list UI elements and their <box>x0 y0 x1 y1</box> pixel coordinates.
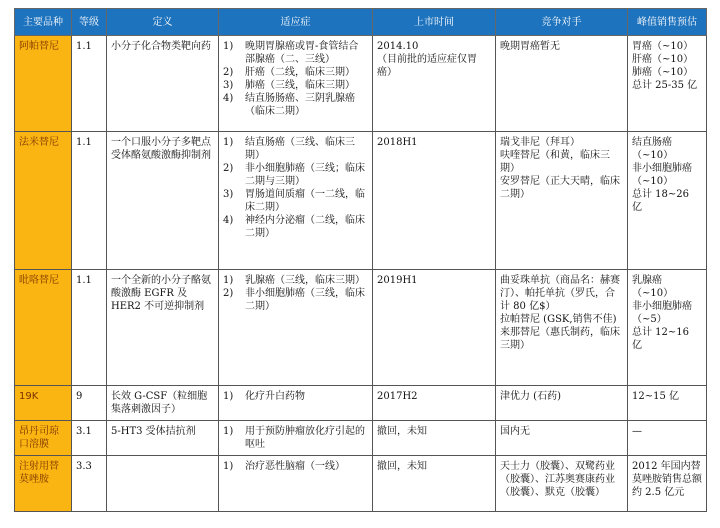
peak-cell <box>628 421 707 456</box>
competitors-cell <box>496 36 628 132</box>
peak-line: 胃癌（~10） <box>632 41 694 52</box>
drug-pipeline-table <box>14 8 707 512</box>
launch-line: 2018H1 <box>377 137 418 148</box>
indication-item <box>223 188 368 214</box>
indication-text: 晚期胃腺癌或胃-食管结合部腺癌（二、三线） <box>245 41 359 65</box>
indication-number: 1) <box>223 426 234 437</box>
table-row <box>15 132 707 270</box>
indication-list <box>223 274 368 313</box>
peak-line: 肝癌（~10） <box>632 54 694 65</box>
header-grade: 等级 <box>72 9 107 36</box>
indication-text: 肺癌（三线，临床三期） <box>245 80 355 91</box>
product-name: 19K <box>15 386 72 421</box>
peak-line: 2012 年国内替莫唑胺销售总额约 2.5 亿元 <box>632 461 702 498</box>
competitors-cell <box>496 270 628 386</box>
indication-item <box>223 425 368 451</box>
indication-text: 用于预防肿瘤放化疗引起的呕吐 <box>245 426 365 450</box>
indication-text: 非小细胞肺癌（三线；临床二期与三期） <box>245 163 365 187</box>
product-name: 昂丹司琼口溶膜 <box>15 421 72 456</box>
indication-item <box>223 460 368 473</box>
indication-text: 结直肠癌（三线、临床三期） <box>245 137 355 161</box>
grade-cell: 3.1 <box>72 421 107 456</box>
competitors-line: 来那替尼（惠氏制药，临床三期） <box>500 327 620 351</box>
peak-line: 总计 12~16 亿 <box>632 327 690 351</box>
indication-text: 治疗恶性脑瘤（一线） <box>245 461 345 472</box>
indication-item <box>223 162 368 188</box>
launch-line: 撤回，未知 <box>377 426 427 437</box>
launch-cell <box>373 36 496 132</box>
peak-line: 乳腺癌 <box>632 275 662 286</box>
grade-cell: 9 <box>72 386 107 421</box>
indication-list <box>223 390 368 403</box>
peak-line: — <box>632 426 642 437</box>
peak-line: 结直肠癌 <box>632 137 672 148</box>
indication-item <box>223 66 368 79</box>
competitors-line: 津优力 (石药) <box>500 391 561 402</box>
product-name: 吡咯替尼 <box>15 270 72 386</box>
competitors-cell <box>496 386 628 421</box>
indication-number: 3) <box>223 80 234 91</box>
indication-list <box>223 460 368 473</box>
indication-text: 乳腺癌（三线，临床三期） <box>245 275 365 286</box>
competitors-line: 天士力（胶囊）、双鹭药业（胶囊）、江苏奥赛康药业（胶囊）、默克（胶囊） <box>500 461 615 498</box>
peak-line: （~10） <box>632 150 674 161</box>
grade-cell: 1.1 <box>72 132 107 270</box>
peak-line: （~10） <box>632 288 674 299</box>
definition-cell: 小分子化合物类靶向药 <box>107 36 219 132</box>
peak-cell <box>628 456 707 512</box>
competitors-line: 国内无 <box>500 426 530 437</box>
indication-cell <box>219 270 373 386</box>
indication-text: 胃肠道间质瘤（一二线，临床二期） <box>245 189 365 213</box>
header-definition: 定义 <box>107 9 219 36</box>
indication-number: 1) <box>223 41 234 52</box>
indication-number: 4) <box>223 93 234 104</box>
indication-number: 3) <box>223 189 234 200</box>
header-indication: 适应症 <box>219 9 373 36</box>
competitors-line: 安罗替尼（正大天晴，临床二期） <box>500 176 620 200</box>
launch-line: 2014.10 <box>377 41 419 52</box>
table-row <box>15 456 707 512</box>
peak-line: （~5） <box>632 314 667 325</box>
table-row <box>15 270 707 386</box>
header-launch: 上市时间 <box>373 9 496 36</box>
table-row <box>15 386 707 421</box>
launch-cell <box>373 270 496 386</box>
product-name: 法米替尼 <box>15 132 72 270</box>
indication-item <box>223 79 368 92</box>
peak-cell <box>628 386 707 421</box>
indication-cell <box>219 421 373 456</box>
peak-cell <box>628 36 707 132</box>
header-competitors: 竞争对手 <box>496 9 628 36</box>
indication-list <box>223 136 368 240</box>
indication-item <box>223 136 368 162</box>
competitors-line: 曲妥珠单抗（商品名：赫赛汀）、帕托单抗（罗氏，合计 80 亿$） <box>500 275 620 312</box>
product-name: 注射用替莫唑胺 <box>15 456 72 512</box>
indication-item <box>223 390 368 403</box>
indication-text: 结直肠肠癌、三阴乳腺癌（临床二期） <box>245 93 355 117</box>
indication-cell <box>219 456 373 512</box>
competitors-line: 瑞戈非尼（拜耳） <box>500 137 580 148</box>
table-row <box>15 421 707 456</box>
indication-text: 化疗升白药物 <box>245 391 305 402</box>
peak-line: 非小细胞肺癌 <box>632 301 692 312</box>
grade-cell: 1.1 <box>72 36 107 132</box>
competitors-line: 拉帕替尼 (GSK,销售不佳) <box>500 314 617 325</box>
launch-line: （目前批的适应症仅胃癌） <box>377 54 477 78</box>
competitors-cell <box>496 421 628 456</box>
indication-list <box>223 40 368 118</box>
indication-number: 1) <box>223 137 234 148</box>
indication-number: 2) <box>223 67 234 78</box>
peak-line: 肺癌（~10） <box>632 67 694 78</box>
launch-cell <box>373 421 496 456</box>
indication-list <box>223 425 368 451</box>
launch-cell <box>373 456 496 512</box>
peak-line: 非小细胞肺癌 <box>632 163 692 174</box>
indication-item <box>223 274 368 287</box>
launch-cell <box>373 132 496 270</box>
peak-line: （~10） <box>632 176 674 187</box>
competitors-cell <box>496 132 628 270</box>
header-product: 主要品种 <box>15 9 72 36</box>
indication-number: 2) <box>223 288 234 299</box>
peak-line: 总计 25-35 亿 <box>632 80 698 91</box>
grade-cell: 3.3 <box>72 456 107 512</box>
indication-item <box>223 92 368 118</box>
indication-number: 2) <box>223 163 234 174</box>
product-name: 阿帕替尼 <box>15 36 72 132</box>
indication-number: 1) <box>223 275 234 286</box>
definition-cell: 一个口服小分子多靶点受体酪氨酸激酶抑制剂 <box>107 132 219 270</box>
indication-text: 非小细胞肺癌（三线，临床二期） <box>245 288 365 312</box>
table-body <box>15 36 707 512</box>
peak-line: 12~15 亿 <box>632 391 680 402</box>
header-row <box>15 9 707 36</box>
competitors-line: 呋喹替尼（和黄，临床三期） <box>500 150 610 174</box>
competitors-line: 晚期胃癌暂无 <box>500 41 560 52</box>
indication-number: 4) <box>223 215 234 226</box>
grade-cell: 1.1 <box>72 270 107 386</box>
definition-cell: 长效 G-CSF（粒细胞集落刺激因子） <box>107 386 219 421</box>
indication-item <box>223 40 368 66</box>
indication-cell <box>219 386 373 421</box>
launch-line: 2019H1 <box>377 275 418 286</box>
indication-number: 1) <box>223 461 234 472</box>
indication-item <box>223 214 368 240</box>
indication-cell <box>219 36 373 132</box>
competitors-cell <box>496 456 628 512</box>
launch-line: 2017H2 <box>377 391 418 402</box>
header-peak-sales: 峰值销售预估 <box>628 9 707 36</box>
table-row <box>15 36 707 132</box>
peak-cell <box>628 270 707 386</box>
peak-cell <box>628 132 707 270</box>
indication-item <box>223 287 368 313</box>
indication-cell <box>219 132 373 270</box>
launch-line: 撤回，未知 <box>377 461 427 472</box>
definition-cell <box>107 456 219 512</box>
indication-number: 1) <box>223 391 234 402</box>
drug-pipeline-table-wrapper <box>14 8 706 512</box>
indication-text: 神经内分泌瘤（二线，临床二期） <box>245 215 365 239</box>
launch-cell <box>373 386 496 421</box>
peak-line: 总计 18~26 亿 <box>632 189 690 213</box>
definition-cell: 一个全新的小分子酪氨酸激酶 EGFR 及 HER2 不可逆抑制剂 <box>107 270 219 386</box>
indication-text: 肝癌（二线，临床三期） <box>245 67 355 78</box>
definition-cell: 5-HT3 受体拮抗剂 <box>107 421 219 456</box>
